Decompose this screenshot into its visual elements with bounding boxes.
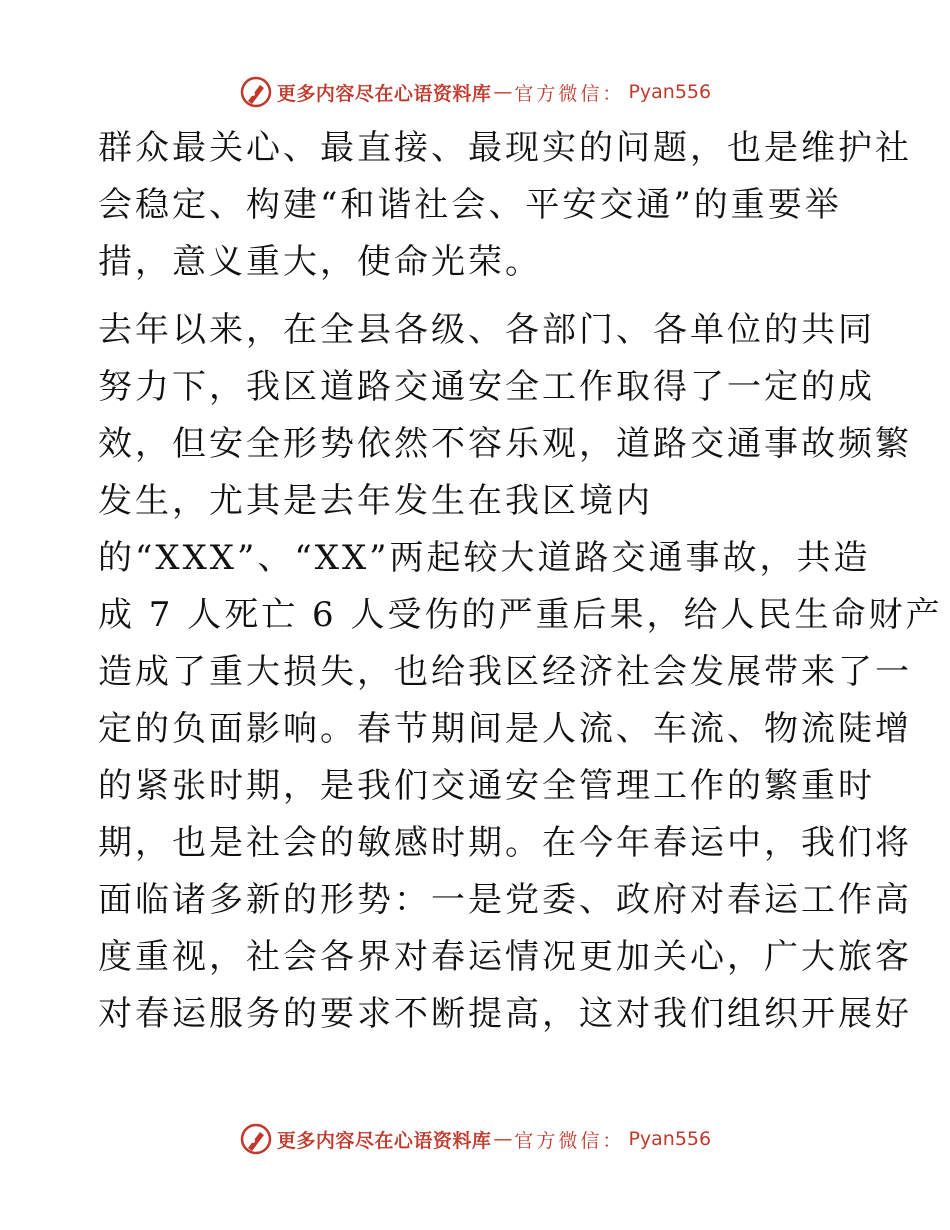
text-line: 定的负面影响。春节期间是人流、车流、物流陡增 bbox=[98, 709, 912, 749]
text-line: 的紧张时期，是我们交通安全管理工作的繁重时 bbox=[98, 766, 875, 806]
banner-label: 官方微信： bbox=[514, 82, 625, 105]
text-line: 效，但安全形势依然不容乐观，道路交通事故频繁 bbox=[98, 424, 912, 464]
text-line: 成 7 人死亡 6 人受伤的严重后果，给人民生命财产 bbox=[98, 595, 943, 635]
text-line: 对春运服务的要求不断提高，这对我们组织开展好 bbox=[98, 994, 912, 1034]
paragraph-1 bbox=[98, 120, 912, 291]
banner-dash: — bbox=[493, 1128, 513, 1150]
text-line: 发生，尤其是去年发生在我区境内 bbox=[98, 481, 653, 521]
text-line: 会稳定、构建“和谐社会、平安交通”的重要举 bbox=[98, 185, 842, 225]
text-line: 的“XXX”、“XX”两起较大道路交通事故，共造 bbox=[98, 538, 871, 578]
banner-handle: Pyan556 bbox=[628, 81, 712, 103]
text-line: 措，意义重大，使命光荣。 bbox=[98, 242, 542, 282]
header-banner bbox=[0, 72, 950, 112]
banner-label: 官方微信： bbox=[514, 1129, 625, 1152]
pen-logo-icon bbox=[239, 1122, 273, 1156]
text-line: 度重视，社会各界对春运情况更加关心，广大旅客 bbox=[98, 937, 912, 977]
text-line: 期，也是社会的敏感时期。在今年春运中，我们将 bbox=[98, 823, 912, 863]
document-body bbox=[98, 120, 943, 1043]
text-line: 去年以来，在全县各级、各部门、各单位的共同 bbox=[98, 310, 875, 350]
banner-dash: — bbox=[493, 81, 513, 103]
paragraph-gap bbox=[98, 291, 858, 302]
footer-banner bbox=[0, 1119, 950, 1159]
text-line: 努力下，我区道路交通安全工作取得了一定的成 bbox=[98, 367, 875, 407]
pen-logo-icon bbox=[239, 75, 273, 109]
banner-site-text: 更多内容尽在心语资料库 bbox=[276, 82, 492, 105]
banner-handle: Pyan556 bbox=[628, 1128, 712, 1150]
paragraph-2 bbox=[98, 302, 943, 1043]
text-line: 面临诸多新的形势：一是党委、政府对春运工作高 bbox=[98, 880, 912, 920]
banner-site-text: 更多内容尽在心语资料库 bbox=[276, 1129, 492, 1152]
text-line: 群众最关心、最直接、最现实的问题，也是维护社 bbox=[98, 128, 912, 168]
text-line: 造成了重大损失，也给我区经济社会发展带来了一 bbox=[98, 652, 912, 692]
